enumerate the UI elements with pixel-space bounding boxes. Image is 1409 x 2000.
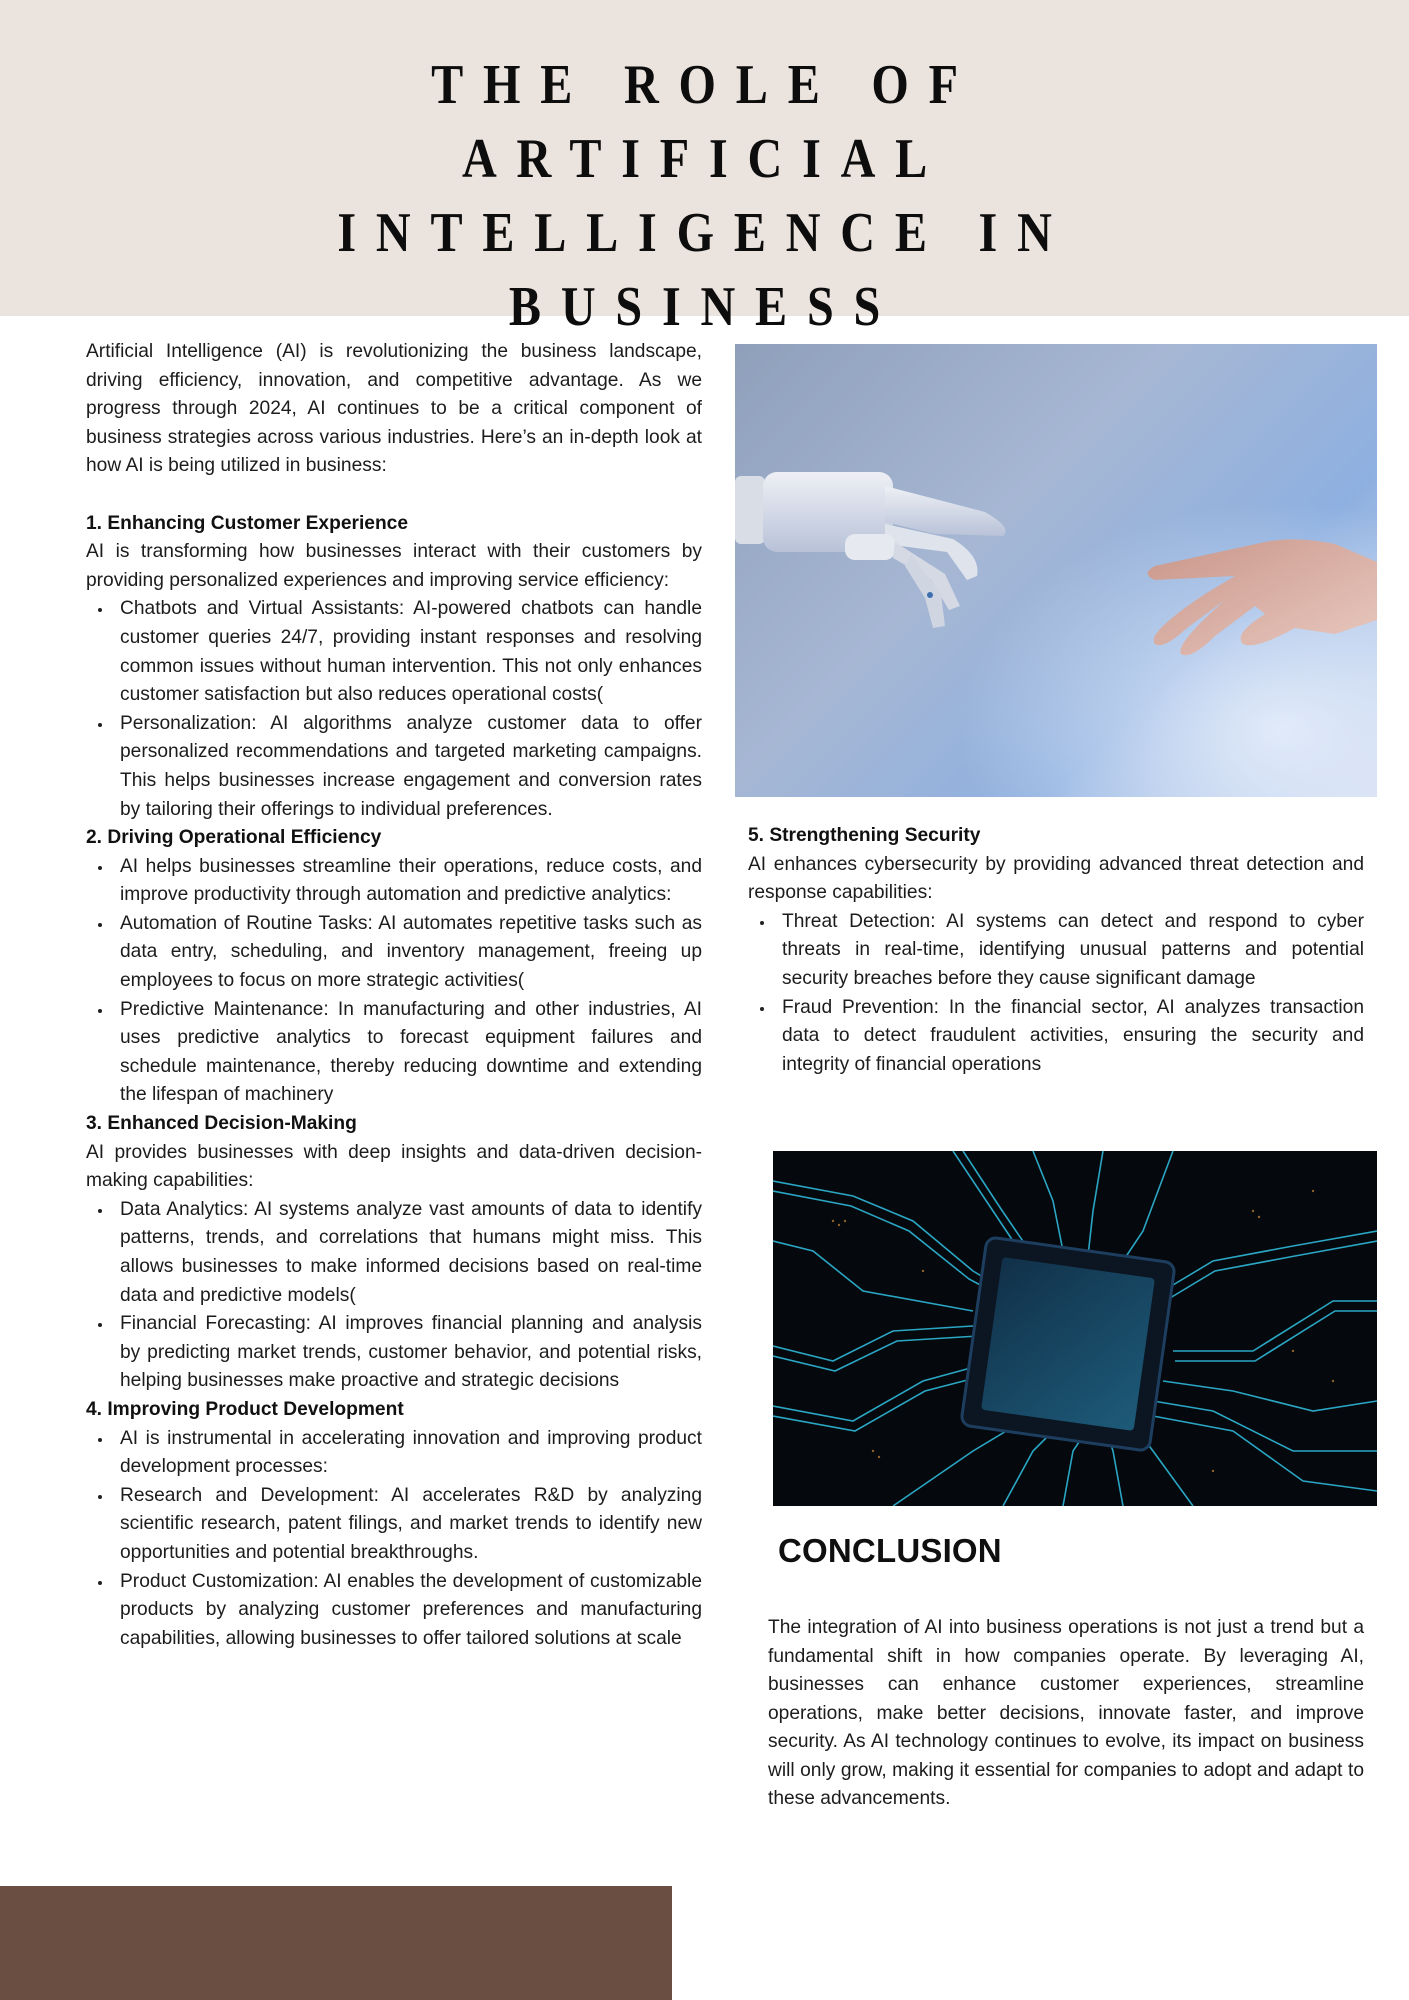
circuit-illustration [773, 1151, 1377, 1506]
list-item: Threat Detection: AI systems can detect and respond to cyber threats in real-time, identifying unusual patterns and potential security breaches before they cause significant damage [782, 908, 1364, 994]
list-item: AI is instrumental in accelerating innovation and improving product development processes: [120, 1425, 702, 1482]
section-heading: 2. Driving Operational Efficiency [86, 827, 382, 849]
section-security [748, 822, 1364, 1079]
section-heading: 1. Enhancing Customer Experience [86, 512, 409, 534]
bullet-list [86, 1425, 702, 1654]
list-item: Chatbots and Virtual Assistants: AI-powered chatbots can handle customer queries 24/7, providing instant responses and resolving common issues without human intervention. This not only enhances customer satisfaction but also reduces operational costs( [120, 595, 702, 709]
page-title: THE ROLE OF ARTIFICIAL INTELLIGENCE IN BUSINESS [337, 54, 1072, 338]
list-item: Predictive Maintenance: In manufacturing and other industries, AI uses predictive analytics to forecast equipment failures and schedule maintenance, thereby reducing downtime and extending the lifespan of machinery [120, 996, 702, 1110]
section-lead: AI provides businesses with deep insights and data-driven decision-making capabilities: [86, 1141, 702, 1192]
section-decision-making [86, 1110, 702, 1396]
section-lead: AI enhances cybersecurity by providing advanced threat detection and response capabilities: [748, 853, 1364, 904]
bullet-list [86, 853, 702, 1110]
hands-illustration [735, 344, 1377, 797]
list-item: AI helps businesses streamline their operations, reduce costs, and improve productivity through automation and predictive analytics: [120, 853, 702, 910]
list-item: Data Analytics: AI systems analyze vast amounts of data to identify patterns, trends, and correlations that humans might miss. This allows businesses to make informed decisions based on real-time data and predictive models( [120, 1196, 702, 1310]
footer-color-block [0, 1886, 672, 2000]
list-item: Research and Development: AI accelerates R&D by analyzing scientific research, patent filings, and market trends to identify new opportunities and potential breakthroughs. [120, 1482, 702, 1568]
section-heading: 5. Strengthening Security [748, 825, 981, 846]
section-product-development [86, 1396, 702, 1653]
conclusion-heading: CONCLUSION [778, 1532, 1002, 1569]
list-item: Automation of Routine Tasks: AI automates repetitive tasks such as data entry, scheduling, and inventory management, freeing up employees to focus on more strategic activities( [120, 910, 702, 996]
robot-human-hands-image [735, 344, 1377, 797]
list-item: Personalization: AI algorithms analyze customer data to offer personalized recommendations and targeted marketing campaigns. This helps businesses increase engagement and conversion rates by tailoring their offerings to individual preferences. [120, 710, 702, 824]
processor-chip [961, 1237, 1176, 1452]
list-item: Fraud Prevention: In the financial sector, AI analyzes transaction data to detect fraudulent activities, ensuring the security and integrity of financial operations [782, 994, 1364, 1080]
right-column [748, 822, 1364, 1079]
section-lead: AI is transforming how businesses interact with their customers by providing personalized experiences and improving service efficiency: [86, 541, 702, 591]
section-heading: 3. Enhanced Decision-Making [86, 1113, 357, 1135]
title-banner [0, 0, 1409, 338]
circuit-chip-image [773, 1151, 1377, 1506]
section-operational-efficiency [86, 824, 702, 1110]
bullet-list [748, 908, 1364, 1080]
bullet-list [86, 1196, 702, 1396]
conclusion-paragraph: The integration of AI into business operations is not just a trend but a fundamental shift in how companies operate. By leveraging AI, businesses can enhance customer experiences, streamline operations, make better decisions, innovate faster, and improve security. As AI technology continues to evolve, its impact on business will only grow, making it essential for companies to adopt and adapt to these advancements. [768, 1617, 1364, 1809]
bullet-list [86, 595, 702, 824]
section-customer-experience [86, 510, 702, 825]
spacer [86, 481, 702, 510]
intro-paragraph: Artificial Intelligence (AI) is revolutionizing the business landscape, driving efficiency, innovation, and competitive advantage. As we progress through 2024, AI continues to be a critical component of business strategies across various industries. Here’s an in-depth look at how AI is being utilized in business: [86, 341, 702, 477]
list-item: Product Customization: AI enables the development of customizable products by analyzing customer preferences and manufacturing capabilities, allowing businesses to offer tailored solutions at scale [120, 1568, 702, 1654]
section-heading: 4. Improving Product Development [86, 1398, 404, 1420]
list-item: Financial Forecasting: AI improves financial planning and analysis by predicting market trends, customer behavior, and potential risks, helping businesses make proactive and strategic decisions [120, 1310, 702, 1396]
left-column [86, 338, 702, 1653]
